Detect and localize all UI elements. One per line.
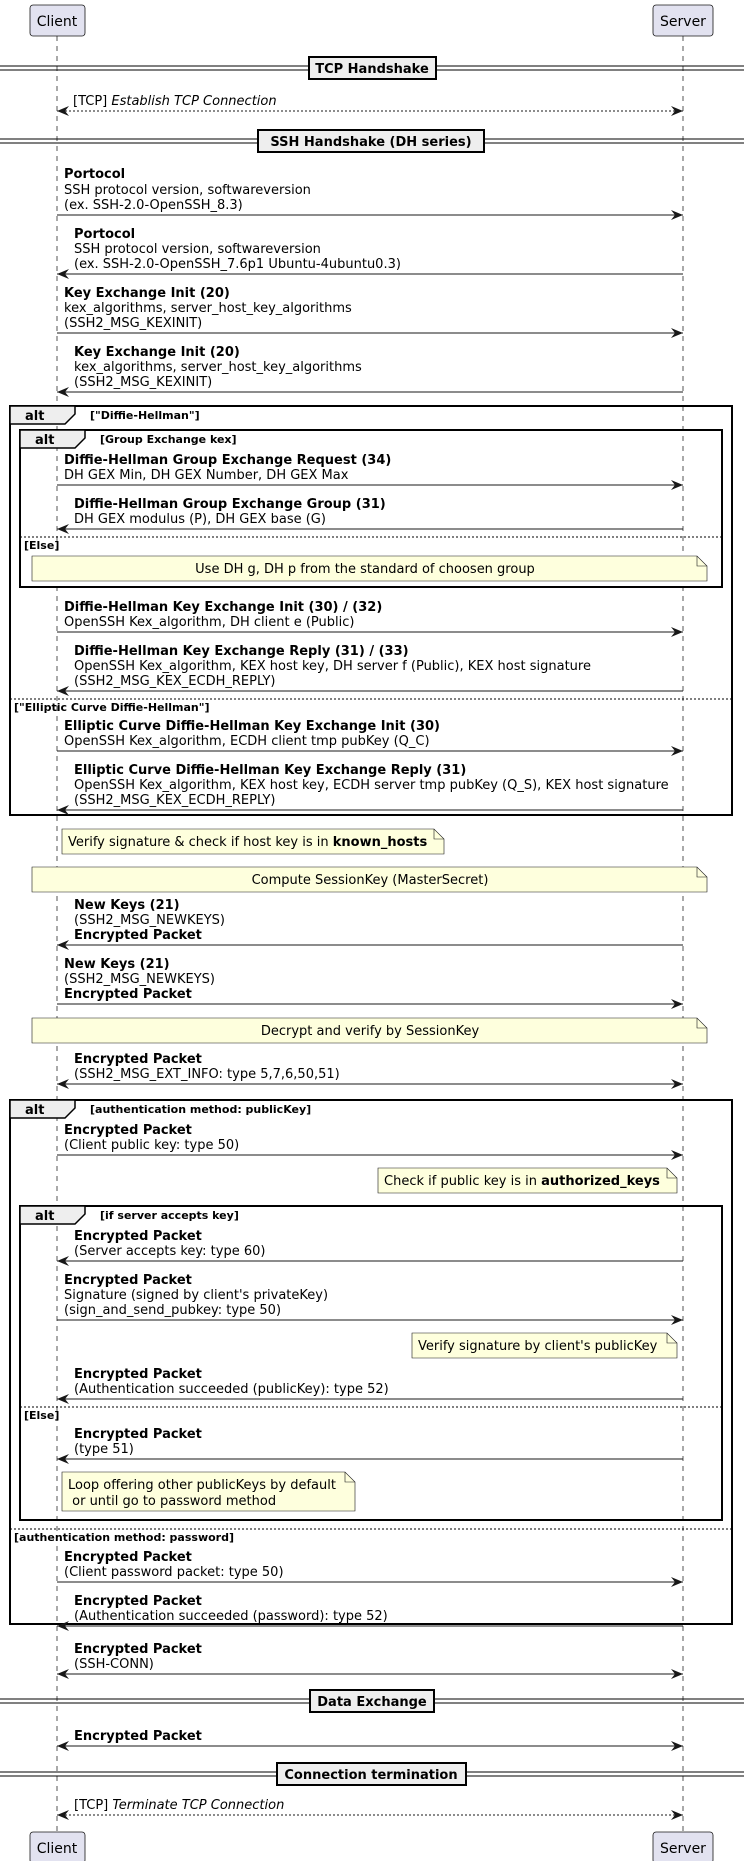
msg-line: DH GEX Min, DH GEX Number, DH GEX Max: [64, 468, 349, 483]
msg-title: Key Exchange Init (20): [64, 286, 230, 301]
tcp-establish-text: Establish TCP Connection: [111, 94, 277, 109]
msg-title: Diffie-Hellman Key Exchange Init (30) / (32): [64, 600, 383, 615]
note-text: Check if public key is in: [384, 1174, 542, 1189]
msg-line: (ex. SSH-2.0-OpenSSH_8.3): [64, 198, 243, 213]
msg-line: (SSH2_MSG_KEX_ECDH_REPLY): [74, 793, 276, 808]
divider-tcp-label: TCP Handshake: [315, 62, 429, 77]
participant-client-bottom: [30, 1832, 85, 1861]
else-separator-ecdh: [10, 699, 732, 714]
msg-line: (Authentication succeeded (publicKey): type 52): [74, 1382, 389, 1397]
msg-line: (sign_and_send_pubkey: type 50): [64, 1303, 282, 1318]
note-text: Use DH g, DH p from the standard of choosen group: [195, 562, 535, 577]
participant-client-top: [30, 5, 85, 36]
message-auth-ok-pubkey: [57, 1367, 683, 1399]
msg-line: (Authentication succeeded (password): type 52): [74, 1609, 388, 1624]
msg-title: Encrypted Packet: [74, 1427, 202, 1442]
msg-title: Diffie-Hellman Group Exchange Request (34): [64, 453, 392, 468]
message-dh-kex-reply: [57, 644, 683, 691]
svg-text:Check if public key is in auth: [384, 1174, 660, 1189]
message-client-pubkey: [57, 1123, 683, 1155]
msg-line: Signature (signed by client's privateKey): [64, 1288, 329, 1303]
divider-tcp-handshake: [0, 57, 744, 79]
message-tcp-terminate: [57, 1798, 683, 1815]
message-protocol-client: [57, 167, 683, 215]
msg-line: (SSH-CONN): [74, 1657, 154, 1672]
note-text: or until go to password method: [68, 1494, 277, 1509]
message-kexinit-client: [57, 286, 683, 333]
note-text: Compute SessionKey (MasterSecret): [251, 873, 489, 888]
note-check-authorized-keys: [378, 1168, 677, 1193]
msg-line: (SSH2_MSG_KEXINIT): [64, 316, 203, 331]
participant-server-label: Server: [660, 14, 706, 30]
divider-connection-termination: [0, 1763, 744, 1785]
alt-condition: ["Diffie-Hellman"]: [90, 409, 200, 422]
msg-line: (SSH2_MSG_KEXINIT): [74, 375, 213, 390]
message-tcp-establish: [57, 94, 683, 111]
message-newkeys-client: [57, 957, 683, 1004]
alt-condition: [authentication method: publicKey]: [90, 1103, 312, 1116]
msg-title: Encrypted Packet: [64, 1550, 192, 1565]
else-condition: [authentication method: password]: [14, 1531, 234, 1544]
msg-line: (Client public key: type 50): [64, 1138, 240, 1153]
message-signature: [57, 1273, 683, 1320]
msg-line: (SSH2_MSG_EXT_INFO: type 5,7,6,50,51): [74, 1067, 340, 1082]
msg-line: SSH protocol version, softwareversion: [74, 242, 321, 257]
note-verify-host-key: [62, 829, 444, 854]
message-gex-request: [57, 453, 683, 485]
note-text: Decrypt and verify by SessionKey: [260, 1024, 480, 1039]
msg-line: kex_algorithms, server_host_key_algorithms: [64, 301, 352, 316]
participant-client-label: Client: [36, 1841, 78, 1857]
msg-title: Portocol: [64, 167, 126, 182]
tcp-prefix: [TCP]: [74, 1798, 113, 1813]
svg-text:Verify signature & check if ho: [68, 835, 427, 850]
message-ssh-conn: [57, 1642, 683, 1674]
msg-line: OpenSSH Kex_algorithm, DH client e (Public): [64, 615, 355, 630]
else-separator-gex: [20, 537, 722, 552]
message-server-accepts: [57, 1229, 683, 1261]
else-separator-server-accepts: [20, 1407, 722, 1422]
divider-ssh-label: SSH Handshake (DH series): [270, 135, 472, 150]
msg-title: Encrypted Packet: [74, 1594, 202, 1609]
msg-line: (type 51): [74, 1442, 134, 1457]
alt-condition: [if server accepts key]: [100, 1209, 239, 1222]
message-ecdh-init: [57, 719, 683, 751]
message-data-packet: [57, 1729, 683, 1746]
msg-title: Encrypted Packet: [74, 1052, 202, 1067]
msg-title: Diffie-Hellman Key Exchange Reply (31) / (33): [74, 644, 409, 659]
note-decrypt-verify: [32, 1018, 707, 1043]
message-dh-kex-init: [57, 600, 683, 632]
else-condition: [Else]: [24, 539, 60, 552]
msg-title: Encrypted Packet: [74, 1642, 202, 1657]
msg-title: Encrypted Packet: [74, 1367, 202, 1382]
msg-title: Elliptic Curve Diffie-Hellman Key Exchange Init (30): [64, 719, 440, 734]
alt-label: alt: [35, 1209, 55, 1224]
msg-line: (Server accepts key: type 60): [74, 1244, 266, 1259]
msg-title: Encrypted Packet: [64, 1123, 192, 1138]
msg-line: (ex. SSH-2.0-OpenSSH_7.6p1 Ubuntu-4ubuntu0.3): [74, 257, 401, 272]
message-type51: [57, 1427, 683, 1459]
msg-line: (SSH2_MSG_KEX_ECDH_REPLY): [74, 674, 276, 689]
participant-client-label: Client: [36, 14, 78, 30]
participant-server-label: Server: [660, 1841, 706, 1857]
note-text: Verify signature & check if host key is in: [68, 835, 333, 850]
message-auth-ok-password: [57, 1594, 683, 1626]
alt-label: alt: [35, 433, 55, 448]
note-text: Loop offering other publicKeys by default: [68, 1478, 336, 1493]
divider-ssh-handshake: [0, 130, 744, 152]
svg-text:[TCP] Terminate TCP Connection: [74, 1798, 284, 1813]
msg-line: OpenSSH Kex_algorithm, KEX host key, DH server f (Public), KEX host signature: [74, 659, 591, 674]
msg-title: Elliptic Curve Diffie-Hellman Key Exchange Reply (31): [74, 763, 467, 778]
msg-title: Encrypted Packet: [64, 1273, 192, 1288]
msg-tail: Encrypted Packet: [74, 928, 202, 943]
msg-title: Key Exchange Init (20): [74, 345, 240, 360]
msg-line: OpenSSH Kex_algorithm, KEX host key, ECDH server tmp pubKey (Q_S), KEX host signature: [74, 778, 669, 793]
divider-term-label: Connection termination: [284, 1768, 458, 1783]
note-loop-offering: [62, 1472, 355, 1511]
msg-line: kex_algorithms, server_host_key_algorithms: [74, 360, 362, 375]
message-kexinit-server: [57, 345, 683, 392]
tcp-prefix: [TCP]: [73, 94, 112, 109]
else-separator-password: [10, 1529, 732, 1544]
msg-line: (Client password packet: type 50): [64, 1565, 284, 1580]
divider-data-exchange: [0, 1690, 744, 1712]
msg-line: (SSH2_MSG_NEWKEYS): [64, 972, 215, 987]
note-verify-client-pubkey: [412, 1333, 677, 1358]
msg-title: Encrypted Packet: [74, 1729, 202, 1744]
msg-title: Encrypted Packet: [74, 1229, 202, 1244]
msg-tail: Encrypted Packet: [64, 987, 192, 1002]
else-condition: [Else]: [24, 1409, 60, 1422]
divider-data-label: Data Exchange: [317, 1695, 427, 1710]
alt-label: alt: [25, 1103, 45, 1118]
message-protocol-server: [57, 227, 683, 274]
msg-line: OpenSSH Kex_algorithm, ECDH client tmp pubKey (Q_C): [64, 734, 430, 749]
message-ext-info: [57, 1052, 683, 1084]
participant-server-top: [653, 5, 713, 36]
message-gex-group: [57, 497, 683, 529]
participant-server-bottom: [653, 1832, 713, 1861]
message-newkeys-server: [57, 898, 683, 945]
msg-line: DH GEX modulus (P), DH GEX base (G): [74, 512, 326, 527]
message-client-password: [57, 1550, 683, 1582]
else-condition: ["Elliptic Curve Diffie-Hellman"]: [14, 701, 210, 714]
msg-title: New Keys (21): [64, 957, 170, 972]
msg-line: SSH protocol version, softwareversion: [64, 183, 311, 198]
msg-title: Portocol: [74, 227, 136, 242]
msg-line: (SSH2_MSG_NEWKEYS): [74, 913, 225, 928]
alt-label: alt: [25, 409, 45, 424]
message-ecdh-reply: [57, 763, 683, 810]
msg-title: New Keys (21): [74, 898, 180, 913]
note-authorized-keys: authorized_keys: [541, 1174, 660, 1189]
note-compute-session-key: [32, 867, 707, 892]
alt-condition: [Group Exchange kex]: [100, 433, 237, 446]
svg-text:[TCP] Establish TCP Connection: [73, 94, 277, 109]
msg-title: Diffie-Hellman Group Exchange Group (31): [74, 497, 386, 512]
tcp-terminate-text: Terminate TCP Connection: [112, 1798, 285, 1813]
note-text: Verify signature by client's publicKey: [418, 1339, 658, 1354]
note-known-hosts: known_hosts: [332, 835, 428, 850]
note-use-dh: [32, 556, 707, 581]
